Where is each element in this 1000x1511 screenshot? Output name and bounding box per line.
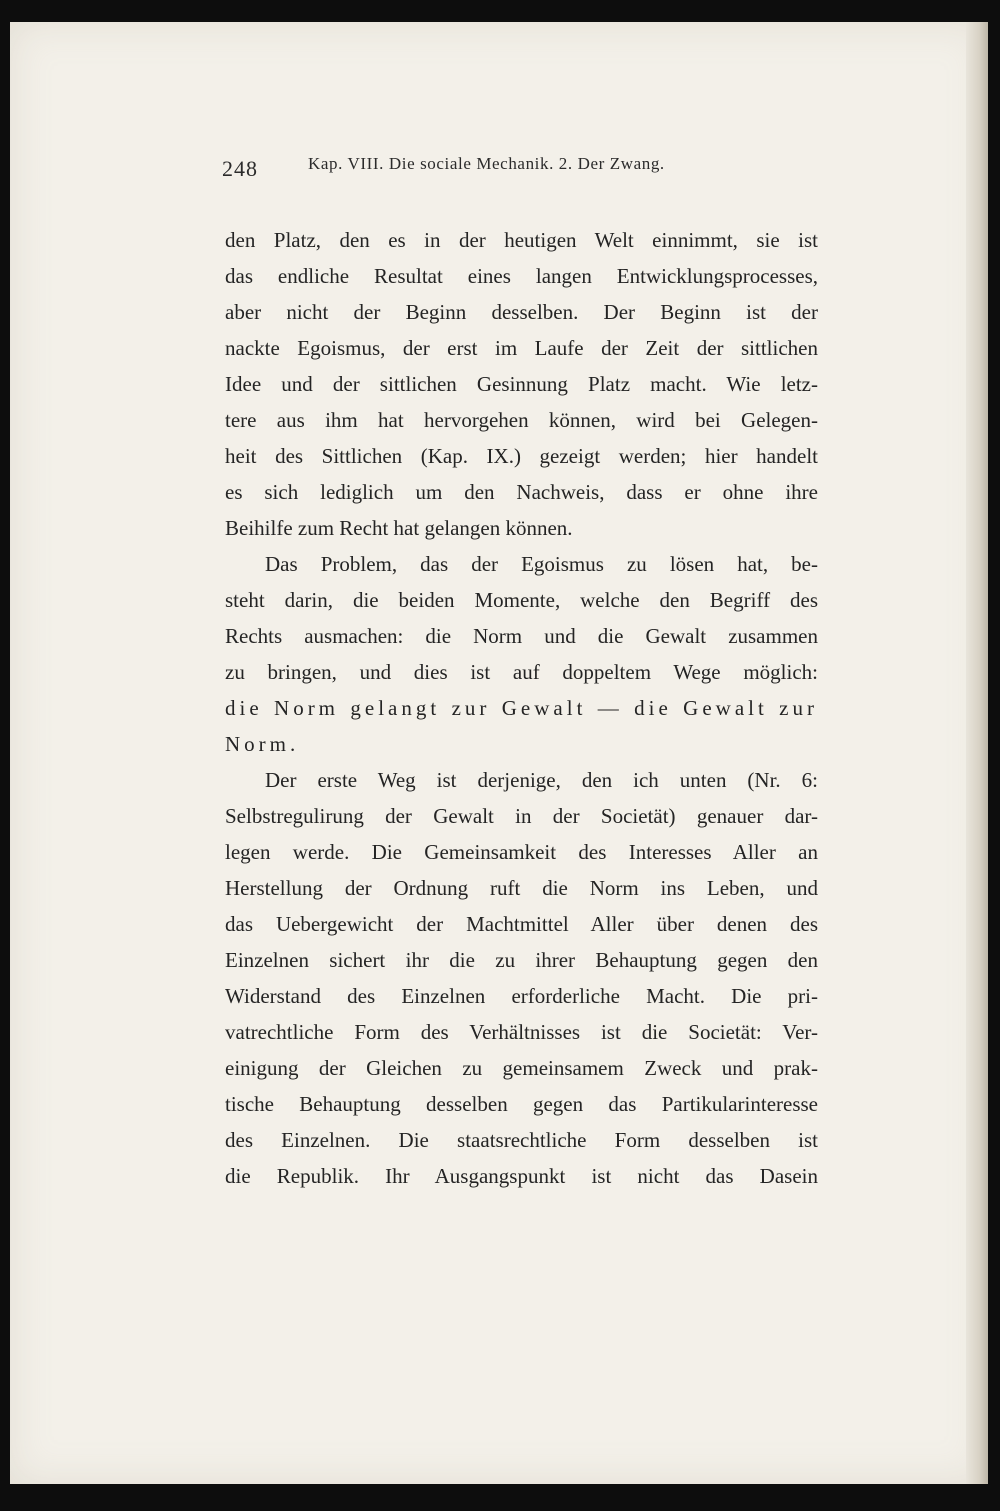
text-line: aber nicht der Beginn desselben. Der Beginn ist der bbox=[225, 300, 818, 324]
text-line: Rechts ausmachen: die Norm und die Gewalt zusammen bbox=[225, 624, 818, 648]
text-line: Der erste Weg ist derjenige, den ich unten (Nr. 6: bbox=[265, 768, 818, 792]
text-line: Herstellung der Ordnung ruft die Norm ins Leben, und bbox=[225, 876, 818, 900]
text-line: tere aus ihm hat hervorgehen können, wird bei Gelegen- bbox=[225, 408, 818, 432]
text-line: legen werde. Die Gemeinsamkeit des Interesses Aller an bbox=[225, 840, 818, 864]
page-header bbox=[222, 150, 822, 190]
text-line: Norm. bbox=[225, 732, 300, 756]
text-line: steht darin, die beiden Momente, welche den Begriff des bbox=[225, 588, 818, 612]
text-line: des Einzelnen. Die staatsrechtliche Form desselben ist bbox=[225, 1128, 818, 1152]
text-line: Beihilfe zum Recht hat gelangen können. bbox=[225, 516, 573, 540]
text-line: es sich lediglich um den Nachweis, dass er ohne ihre bbox=[225, 480, 818, 504]
text-line: das Uebergewicht der Machtmittel Aller über denen des bbox=[225, 912, 818, 936]
page-number: 248 bbox=[222, 156, 258, 181]
text-line: die Republik. Ihr Ausgangspunkt ist nicht das Dasein bbox=[225, 1164, 818, 1188]
text-line: nackte Egoismus, der erst im Laufe der Zeit der sittlichen bbox=[225, 336, 818, 360]
text-line: Einzelnen sichert ihr die zu ihrer Behauptung gegen den bbox=[225, 948, 818, 972]
text-line: Das Problem, das der Egoismus zu lösen hat, be- bbox=[265, 552, 818, 576]
text-line: Selbstregulirung der Gewalt in der Societät) genauer dar- bbox=[225, 804, 818, 828]
text-line: heit des Sittlichen (Kap. IX.) gezeigt werden; hier handelt bbox=[225, 444, 818, 468]
text-line: zu bringen, und dies ist auf doppeltem Wege möglich: bbox=[225, 660, 818, 684]
text-line: den Platz, den es in der heutigen Welt einnimmt, sie ist bbox=[225, 228, 818, 252]
text-line: Idee und der sittlichen Gesinnung Platz macht. Wie letz- bbox=[225, 372, 818, 396]
text-line: das endliche Resultat eines langen Entwicklungsprocesses, bbox=[225, 264, 818, 288]
text-line: tische Behauptung desselben gegen das Partikularinteresse bbox=[225, 1092, 818, 1116]
running-head: Kap. VIII. Die sociale Mechanik. 2. Der Zwang. bbox=[308, 154, 665, 173]
text-line: die Norm gelangt zur Gewalt — die Gewalt zur bbox=[225, 696, 818, 720]
text-line: Widerstand des Einzelnen erforderliche Macht. Die pri- bbox=[225, 984, 818, 1008]
page-edge bbox=[966, 22, 988, 1484]
text-line: einigung der Gleichen zu gemeinsamem Zweck und prak- bbox=[225, 1056, 818, 1080]
text-line: vatrechtliche Form des Verhältnisses ist die Societät: Ver- bbox=[225, 1020, 818, 1044]
